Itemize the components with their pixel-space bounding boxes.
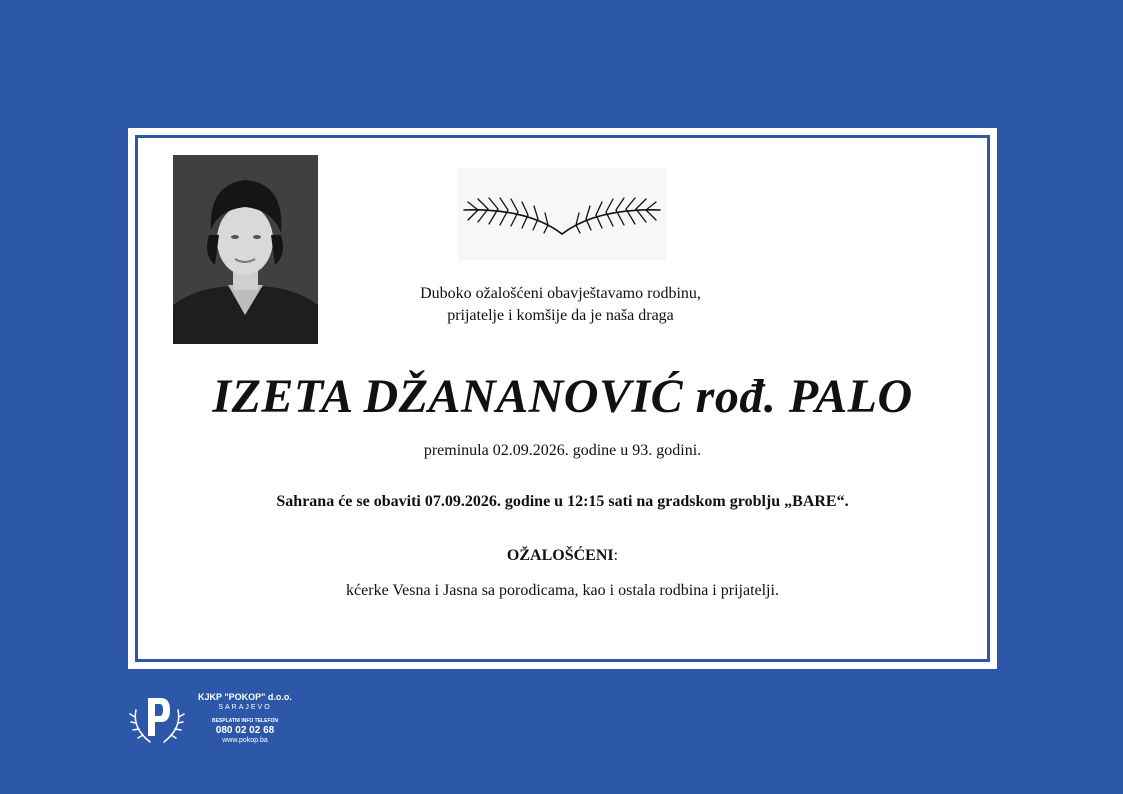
- mourners-heading: [128, 547, 997, 565]
- mourners-list: kćerke Vesna i Jasna sa porodicama, kao i ostala rodbina i prijatelji.: [346, 582, 779, 599]
- company-name: KJKP "POKOP" d.o.o.: [198, 692, 292, 702]
- company-info: [190, 692, 300, 745]
- intro-line-1: Duboko ožalošćeni obavještavamo rodbinu,: [420, 285, 701, 302]
- mourners-colon: :: [613, 547, 619, 564]
- portrait-photo: [173, 155, 318, 344]
- obituary-card: [128, 128, 997, 669]
- info-phone-label: BESPLATNI INFO TELEFON: [211, 718, 279, 724]
- company-city: SARAJEVO: [218, 704, 272, 711]
- company-website: www.pokop.ba: [222, 737, 268, 744]
- funeral-details: Sahrana će se obaviti 07.09.2026. godine u 12:15 sati na gradskom groblju „BARE“.: [276, 493, 849, 510]
- company-logo: [128, 690, 308, 748]
- intro-line-2: prijatelje i komšije da je naša draga: [447, 307, 674, 324]
- pokop-logo-icon: [128, 690, 186, 748]
- intro-text: [328, 283, 793, 327]
- mourners-label: OŽALOŠĆENI: [506, 547, 614, 564]
- passed-away-text: preminula 02.09.2026. godine u 93. godini.: [423, 442, 702, 459]
- deceased-name: IZETA DŽANANOVIĆ rođ. PALO: [212, 370, 913, 423]
- company-phone: 080 02 02 68: [215, 725, 275, 736]
- palm-branches-icon: [458, 168, 666, 260]
